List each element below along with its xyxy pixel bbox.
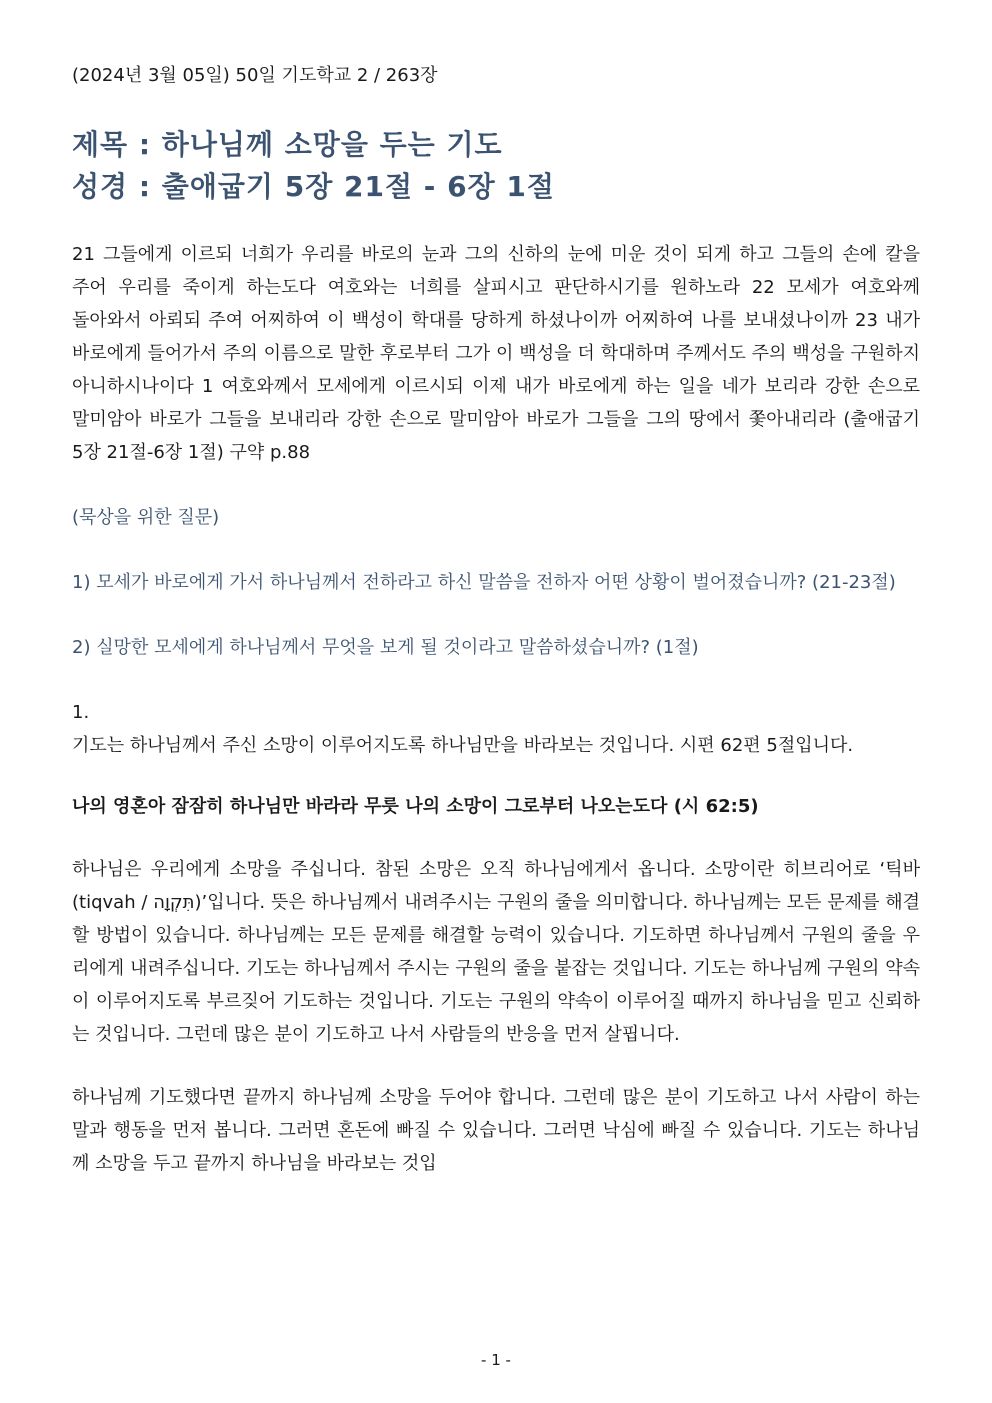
date-header: (2024년 3월 05일) 50일 기도학교 2 / 263장 [72, 65, 438, 86]
psalm-quote: 나의 영혼아 잠잠히 하나님만 바라라 무릇 나의 소망이 그로부터 나오는도다 (시 62:5) [72, 796, 759, 817]
meditation-question-2: 2) 실망한 모세에게 하나님께서 무엇을 보게 될 것이라고 말씀하셨습니까? (1절) [72, 637, 699, 658]
scripture-passage: 21 그들에게 이르되 너희가 우리를 바로의 눈과 그의 신하의 눈에 미운 것이 되게 하고 그들의 손에 칼을 주어 우리를 죽이게 하는도다 여호와는 너희를 살피시고 판단하시기를 원하노라 22 모세가 여호와께 돌아와서 아뢰되 주여 어찌하여 이 백성이 학대를 당하게 하셨나이까 어찌하여 나를 보내셨나이까 23 내가 바로에게 들어가서 주의 이름으로 말한 후로부터 그가 이 백성을 더 학대하며 주께서도 주의 백성을 구원하지 아니하시나이다 1 여호와께서 모세에게 이르시되 이제 내가 바로에게 하는 일을 네가 보리라 강한 손으로 말미암아 바로가 그들을 보내리라 강한 손으로 말미암아 바로가 그들을 그의 땅에서 쫓아내리라 (출애굽기 5장 21절-6장 1절) 구약 p.88 [72, 244, 920, 463]
meditation-question-1: 1) 모세가 바로에게 가서 하나님께서 전하라고 하신 말씀을 전하자 어떤 상황이 벌어졌습니까? (21-23절) [72, 572, 896, 593]
scripture-reference-title: 성경 : 출애굽기 5장 21절 - 6장 1절 [72, 170, 555, 203]
page-number: - 1 - [481, 1351, 511, 1369]
body-paragraph-1: 하나님은 우리에게 소망을 주십니다. 참된 소망은 오직 하나님에게서 옵니다. 소망이란 히브리어로 ‘틱바(tiqvah / תִּקְוָה)’입니다. 뜻은 하나님께서 내려주시는 구원의 줄을 의미합니다. 하나님께는 모든 문제를 해결할 방법이 있습니다. 하나님께는 모든 문제를 해결할 능력이 있습니다. 기도하면 하나님께서 구원의 줄을 우리에게 내려주십니다. 기도는 하나님께서 주시는 구원의 줄을 붙잡는 것입니다. 기도는 하나님께 구원의 약속이 이루어지도록 부르짖어 기도하는 것입니다. 기도는 구원의 약속이 이루어질 때까지 하나님을 믿고 신뢰하는 것입니다. 그런데 많은 분이 기도하고 나서 사람들의 반응을 먼저 살핍니다. [72, 859, 920, 1045]
sermon-title: 제목 : 하나님께 소망을 두는 기도 [72, 128, 503, 161]
body-paragraph-2: 하나님께 기도했다면 끝까지 하나님께 소망을 두어야 합니다. 그런데 많은 분이 기도하고 나서 사람이 하는 말과 행동을 먼저 봅니다. 그러면 혼돈에 빠질 수 있습니다. 그러면 낙심에 빠질 수 있습니다. 기도는 하나님께 소망을 두고 끝까지 하나님을 바라보는 것입 [72, 1087, 920, 1174]
section-intro: 기도는 하나님께서 주신 소망이 이루어지도록 하나님만을 바라보는 것입니다. 시편 62편 5절입니다. [72, 735, 854, 756]
document-page [72, 62, 920, 1180]
section-number: 1. [72, 702, 90, 723]
meditation-label: (묵상을 위한 질문) [72, 507, 220, 528]
